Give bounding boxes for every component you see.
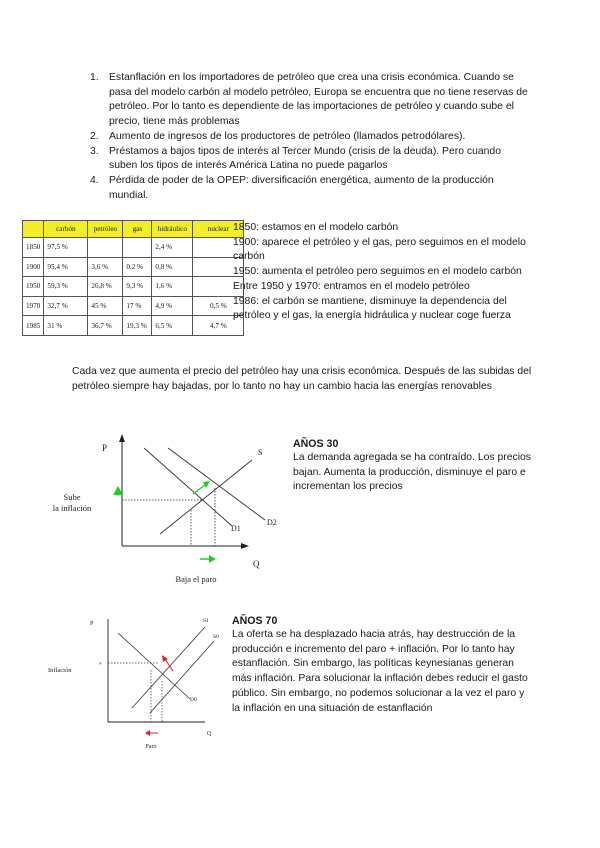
demand-label: D0 <box>190 697 197 703</box>
numbered-list <box>90 71 530 203</box>
bottom-label: Baja el paro <box>175 574 217 584</box>
left-label-1: Sube <box>63 492 81 502</box>
shift-arrow-head-icon <box>162 655 168 662</box>
x-axis-label: Q <box>253 559 260 569</box>
supply-label-1: S1 <box>203 618 209 624</box>
graph-supply-shift <box>40 605 230 755</box>
list-item: 3. Préstamos a bajos tipos de interés al Tercer Mundo (crisis de la deuda). Pero cuando suben los tipos de interés América Latina no puede pagarlos <box>90 145 501 172</box>
section-text: La oferta se ha desplazado hacia atrás, hay destrucción de la producción e incremento del paro + inflación. Por lo tanto hay estanflación. Sin embargo, las políticas keynesianas generan más inflación. Para solucionar la inflación debes reducir el gasto público. Sin embargo, no podemos solucionar a la vez el paro y la inflación en una situación de estanflación <box>232 629 528 714</box>
list-item-text: Estanflación en los importadores de petróleo que crea una crisis económica. Cuando se pasa del modelo carbón al modelo petróleo, Europa se encuentra que no tiene reservas de petróleo. Por lo tanto es dependiente de las importaciones de petróleo y cuando sube el precio, tiene más problemas <box>109 72 528 128</box>
y-axis-arrow-icon <box>119 434 125 442</box>
section-title: AÑOS 30 <box>293 438 339 450</box>
side-notes <box>233 221 533 324</box>
energy-table <box>22 220 244 336</box>
section-text: La demanda agregada se ha contraído. Los precios bajan. Aumenta la producción, disminuye el paro e incrementan los precios <box>293 452 531 493</box>
supply-label: S <box>258 448 263 457</box>
section-anos-30 <box>293 437 533 495</box>
side-note: 1900: aparece el petróleo y el gas, pero seguimos en el modelo carbón <box>233 236 526 263</box>
supply-line <box>160 460 252 534</box>
supply-label-2: S0 <box>213 634 219 640</box>
shift-arrow <box>165 659 173 671</box>
graph-demand-shift <box>40 430 290 590</box>
table-row: 1850 97,5 % 2,4 % <box>23 238 244 258</box>
side-note: Entre 1950 y 1970: entramos en el modelo petróleo <box>233 280 470 292</box>
list-item-text: Préstamos a bajos tipos de interés al Tercer Mundo (crisis de la deuda). Pero cuando suben los tipos de interés América Latina no puede pagarlos <box>109 145 501 172</box>
list-item-text: Pérdida de poder de la OPEP: diversificación energética, aumento de la producción mundial. <box>109 174 494 201</box>
asterisk-marker: * <box>99 662 102 669</box>
side-note: 1850: estamos en el modelo carbón <box>233 222 399 233</box>
right-arrow-icon <box>209 555 216 563</box>
table-row: 1970 32,7 % 45 % 17 % 4,9 % 0,5 % <box>23 296 244 316</box>
demand-line <box>118 633 190 699</box>
left-label-2: la inflación <box>52 503 92 513</box>
y-axis-label: P <box>90 621 94 627</box>
table-row: 1985 31 % 36,7 % 19,3 % 6,5 % 4,7 % <box>23 316 244 336</box>
x-axis-label: Q <box>207 731 212 737</box>
demand-line-2 <box>168 448 265 520</box>
y-axis-label: P <box>102 443 108 453</box>
side-note: 1950: aumenta el petróleo pero seguimos en el modelo carbón <box>233 266 522 278</box>
left-label: Inflación <box>48 667 72 674</box>
table-header-row: carbón petróleo gas hidráulico nuclear <box>23 221 244 238</box>
x-axis-arrow-icon <box>241 543 249 549</box>
demand-label-2: D2 <box>267 518 277 527</box>
shift-arrow-head-icon <box>203 481 210 488</box>
shift-arrow <box>193 484 206 494</box>
list-item: 4. Pérdida de poder de la OPEP: diversificación energética, aumento de la producción mundial. <box>90 174 494 201</box>
section-anos-70 <box>232 614 532 716</box>
paragraph: Cada vez que aumenta el precio del petróleo hay una crisis económica. Después de las subidas del petróleo siempre hay bajadas, por lo tanto no hay un cambio hacia las energías renovables <box>72 366 532 392</box>
side-note: 1986: el carbón se mantiene, disminuye la dependencia del petróleo y el gas, la energía hidráulica y nuclear coge fuerza <box>233 295 511 322</box>
bottom-label: Paro <box>145 744 157 750</box>
supply-line-1 <box>132 627 205 708</box>
list-item: 2. Aumento de ingresos de los productores de petróleo (llamados petrodólares). <box>90 130 466 142</box>
table-row: 1900 95,4 % 3,6 % 0,2 % 0,8 % <box>23 257 244 277</box>
table-row: 1950 59,3 % 26,8 % 9,3 % 1,6 % <box>23 277 244 297</box>
demand-label-1: D1 <box>231 524 241 533</box>
left-arrow-icon <box>145 730 150 736</box>
section-title: AÑOS 70 <box>232 615 278 627</box>
list-item: 1. Estanflación en los importadores de petróleo que crea una crisis económica. Cuando se pasa del modelo carbón al modelo petróleo, Europa se encuentra que no tiene reservas de petróleo. Por lo tanto es dependiente de las importaciones de petróleo y cuando sube el precio, tiene más problemas <box>90 72 528 128</box>
list-item-text: Aumento de ingresos de los productores de petróleo (llamados petrodólares). <box>109 130 466 142</box>
